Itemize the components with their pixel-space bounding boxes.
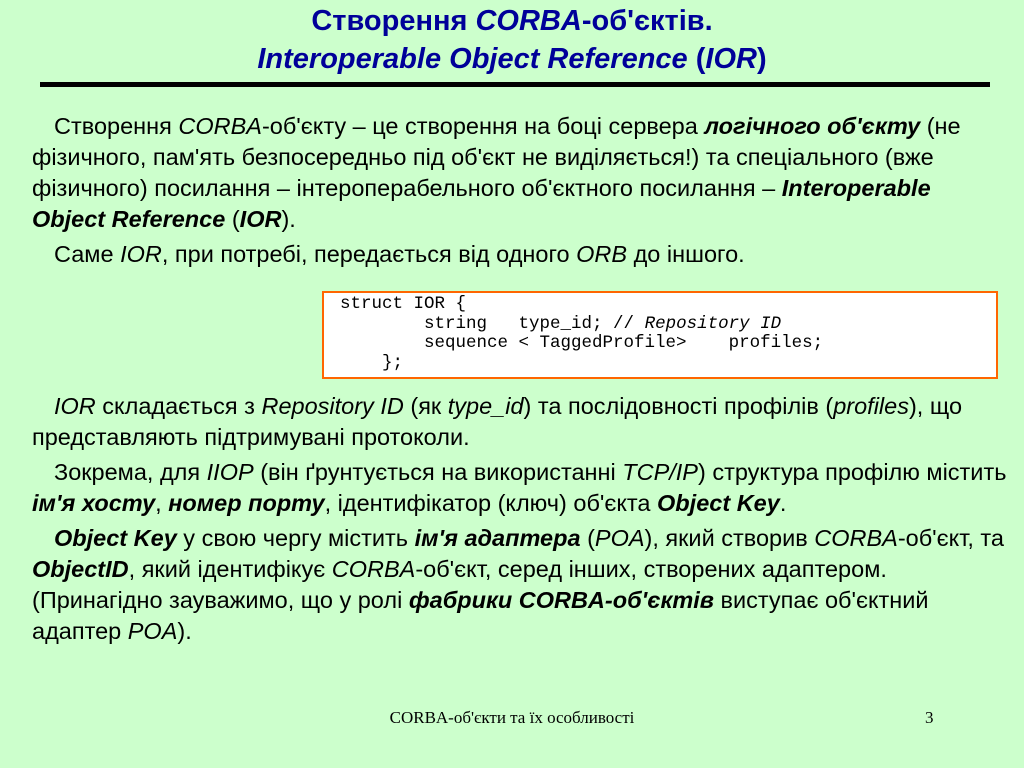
paragraph-1: Створення CORBA-об'єкту – це створення на боці сервера логічного об'єкту (не фізичного, пам'ять безпосередньо під об'єкт не виділяється!) та спеціального (вже фізичного) посилання – інтероперабельного об'єктного посилання – Interoperable Object Reference (IOR). <box>32 113 961 232</box>
title-line-1: Створення CORBA-об'єктів. <box>311 5 713 37</box>
paragraph-5: Object Key у свою чергу містить ім'я адаптера (POA), який створив CORBA-об'єкт, та ObjectID, який ідентифікує CORBA-об'єкт, серед інших, створених адаптером. (Принагідно зауважимо, що у ролі фабрики CORBA-об'єктів виступає об'єктний адаптер POA). <box>32 525 1004 644</box>
ior-struct-code-block <box>322 291 998 379</box>
code-text: struct IOR { string type_id; // Repository ID sequence < TaggedProfile> profiles; }; <box>340 294 824 373</box>
page-number: 3 <box>925 708 934 727</box>
paragraph-intro <box>32 111 1007 270</box>
slide-title <box>0 2 1024 78</box>
footer-caption: CORBA-об'єкти та їх особливості <box>389 708 635 727</box>
paragraph-3: IOR складається з Repository ID (як type_id) та послідовності профілів (profiles), що представляють підтримувані протоколи. <box>32 393 963 450</box>
paragraph-2: Саме IOR, при потребі, передається від одного ORB до іншого. <box>54 241 745 267</box>
paragraph-4: Зокрема, для IIOP (він ґрунтується на використанні TCP/IP) структура профілю містить ім'я хосту, номер порту, ідентифікатор (ключ) об'єкта Object Key. <box>32 459 1007 516</box>
title-divider <box>40 82 990 87</box>
title-line-2: Interoperable Object Reference (IOR) <box>257 43 767 75</box>
paragraph-details <box>32 391 1007 647</box>
